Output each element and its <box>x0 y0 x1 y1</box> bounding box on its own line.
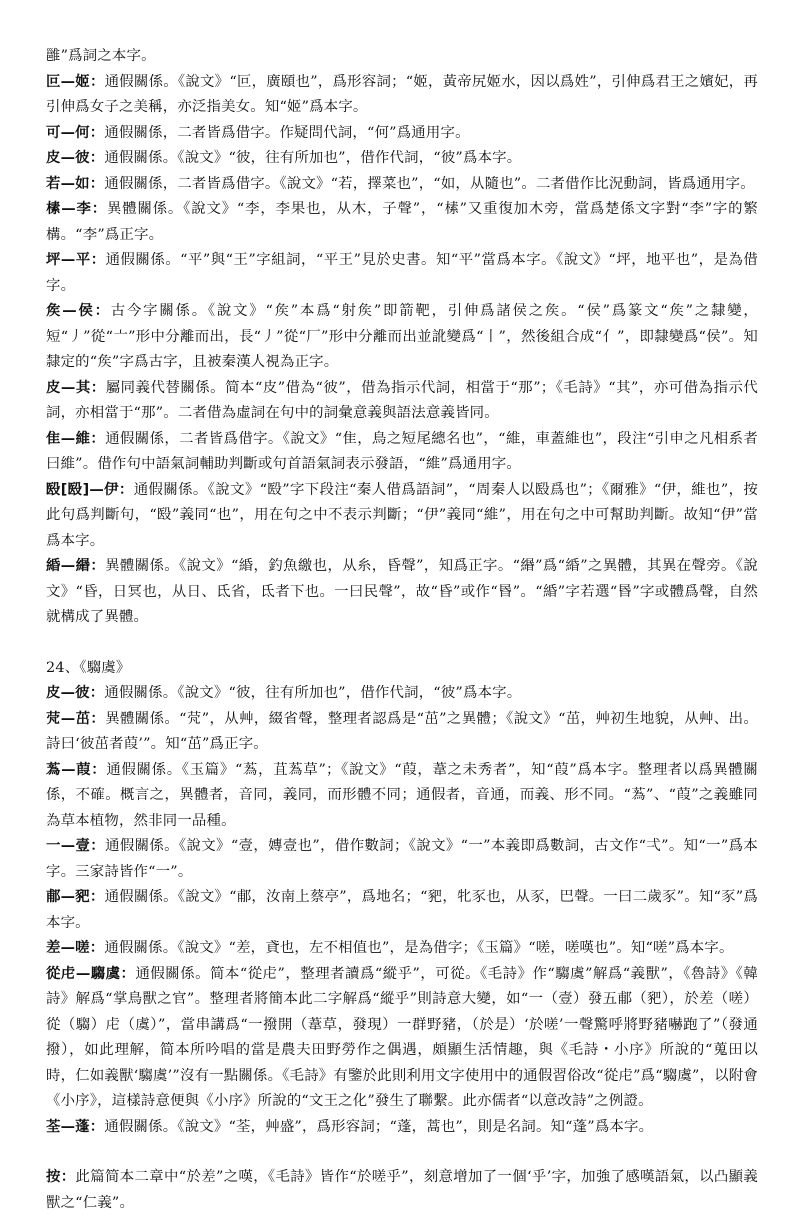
entry-after-6 <box>46 962 758 1115</box>
entry-9 <box>46 427 758 478</box>
entry-text: 通假關係。《說文》“壹，嫥壹也”，借作數詞；《說文》“一”本義即爲數詞，古文作“弌”。知“一”爲本字。三家詩皆作“一”。 <box>46 838 758 880</box>
entry-text: 古今字關係。《說文》“矦”本爲“射矦”即箭靶，引伸爲諸侯之矦。“侯”爲篆文“矦”之隸變，短“丿”從“〦”形中分離而出，長“丿”從“厂”形中分離而出並訛變爲“丨”，然後組合成“亻”，即隸變爲“侯”。知隸定的“矦”字爲古字，且被秦漢人視為正字。 <box>46 303 758 370</box>
entry-after-7 <box>46 1115 758 1141</box>
entry-3 <box>46 146 758 172</box>
entries-after <box>46 681 758 1140</box>
entry-term: 榡—李： <box>46 201 107 217</box>
entry-text: 通假關係，二者皆爲借字。《說文》“若，擇菜也”，“如，从隨也”。二者借作比況動詞，皆爲通用字。 <box>104 175 755 192</box>
entry-text: 通假關係。《說文》“郙，汝南上蔡亭”，爲地名；“豝，牝豕也，从豕，巴聲。一曰二歲豕”。知“豕”爲本字。 <box>46 889 758 931</box>
entry-text: 通假關係。《玉篇》“蒍，苴蒍草”；《說文》“葭，葦之未秀者”，知“葭”爲本字。整理者以爲異體關係，不確。概言之，異體者，音同，義同，而形體不同；通假者，音通，而義、形不同。“蒍”、“葭”之義雖同為草本植物，然非同一品種。 <box>46 761 758 829</box>
entry-2 <box>46 121 758 147</box>
note-text: 此篇简本二章中“於差”之嘆，《毛詩》皆作“於嗟乎”，刻意增加了一個‘乎’字，加強了感嘆語氣，以凸顯義獸之“仁義”。 <box>46 1169 758 1211</box>
entry-term: 從虍—騶虞： <box>46 965 136 982</box>
entry-text: 通假關係。《說文》“叵，廣頤也”，爲形容詞；“姬，黃帝尻姬水，因以爲姓”，引伸爲君王之嬪妃，再引伸爲女子之美稱，亦泛指美女。知“姬”爲本字。 <box>46 73 758 115</box>
entry-term: 皮—其： <box>46 379 106 396</box>
entry-term: 皮—彼： <box>46 685 105 701</box>
entry-text: 通假關係。《說文》“彼，往有所加也”，借作代詞，“彼”爲本字。 <box>104 685 522 701</box>
entry-term: 䒮—茁： <box>46 710 106 727</box>
entry-text: 通假關係。《說文》“殹”字下段注“秦人借爲語詞”，“周秦人以殹爲也”；《爾雅》“伊，維也”，按此句爲判斷句，“殹”義同“也”，用在句之中不表示判斷；“伊”義同“維”，用在句之中可幫助判斷。故知“伊”當爲本字。 <box>46 481 758 549</box>
entry-after-2 <box>46 758 758 835</box>
entry-text: 雝”爲詞之本字。 <box>46 48 156 64</box>
entry-6 <box>46 248 758 299</box>
entry-after-0 <box>46 681 758 707</box>
entry-term: 蒍—葭： <box>46 761 107 778</box>
entry-after-3 <box>46 834 758 885</box>
entry-term: 若—如： <box>46 175 105 192</box>
entry-10 <box>46 478 758 555</box>
entry-term: 隹—維： <box>46 430 106 447</box>
entry-term: 殹[殹]—伊： <box>46 481 134 498</box>
document-page <box>46 44 758 1216</box>
note-term: 按： <box>46 1169 76 1185</box>
entry-0 <box>46 44 758 70</box>
section-spacer <box>46 631 758 656</box>
entry-after-4 <box>46 885 758 936</box>
entry-text: 通假關係，二者皆爲借字。《說文》“隹，鳥之短尾總名也”，“維，車蓋維也”，段注“引申之凡相系者曰維”。借作句中語氣詞輔助判斷或句首語氣詞表示發語，“維”爲通用字。 <box>46 430 758 472</box>
entry-7 <box>46 299 758 376</box>
section-title: 24、《騶虞》 <box>46 659 131 676</box>
entry-term: 坪—平： <box>46 252 106 268</box>
entry-after-1 <box>46 707 758 758</box>
entry-text: 通假關係，二者皆爲借字。作疑問代詞，“何”爲通用字。 <box>104 124 470 141</box>
entry-term: 一—壹： <box>46 838 106 854</box>
entry-term: 可—何： <box>46 124 105 141</box>
entries-before <box>46 44 758 631</box>
entry-term: 緍—緡： <box>46 558 106 574</box>
entry-term: 差—嗟： <box>46 940 105 956</box>
entry-5 <box>46 197 758 248</box>
entry-4 <box>46 172 758 198</box>
entry-text: 異體關係。《說文》“李，李果也，从木，子聲”，“榡”又重復加木旁，當爲楚係文字對“李”字的繁構。“李”爲正字。 <box>46 201 758 243</box>
entry-11 <box>46 554 758 631</box>
entry-text: 通假關係。《說文》“彼，往有所加也”，借作代詞，“彼”爲本字。 <box>104 150 522 166</box>
entry-8 <box>46 376 758 427</box>
note-spacer <box>46 1140 758 1165</box>
entry-text: 通假關係。《說文》“荃，艸盛”，爲形容詞；“蓬，蒿也”，則是名詞。知“蓬”爲本字。 <box>104 1118 654 1135</box>
entry-text: 通假關係。《說文》“差，貣也，左不相值也”，是為借字；《玉篇》“嗟，嗟嘆也”。知“嗟”爲本字。 <box>104 940 734 956</box>
entry-text: 屬同義代替關係。简本“皮”借為“彼”，借為指示代詞，相當于“那”；《毛詩》“其”，亦可借為指示代詞，亦相當于“那”。二者借為虛詞在句中的詞彙意義與語法意義皆同。 <box>46 379 758 421</box>
entry-term: 矦—侯： <box>46 303 111 319</box>
entry-text: 通假關係。简本“從虍”，整理者讀爲“縱乎”，可從。《毛詩》作“騶虞”解爲“義獸”，《魯詩》《韓詩》解爲“掌鳥獸之官”。整理者將簡本此二字解爲“縱乎”則詩意大變，如“一（壹）發五郙（豝），於差（嗟）從（騶）虍（虞）”，當串講爲“一撥開（葦草，發現）一群野豬，（於是）‘於嗟’一聲驚呼將野豬嚇跑了”（發通撥），如此理解，简本所吟唱的當是農夫田野勞作之偶遇，頗顯生活情趣，與《毛詩・小序》所說的“蒐田以時，仁如義獸‘騶虞’”沒有一點關係。《毛詩》有鑒於此則利用文字使用中的通假習俗改“從虍”爲“騶虞”，以附會《小序》，這樣詩意便與《小序》所說的“文王之化”發生了聯繫。此亦儒者“以意改詩”之例證。 <box>46 965 758 1109</box>
entry-term: 皮—彼： <box>46 150 105 166</box>
entry-text: 異體關係。“䒮”，从艸，綴省聲，整理者認爲是“茁”之異體；《說文》“茁，艸初生地貌，从艸、出。詩曰‘彼茁者葭’”。知“茁”爲正字。 <box>46 710 758 752</box>
entry-term: 郙—豝： <box>46 889 105 905</box>
note-paragraph <box>46 1165 758 1216</box>
entry-1 <box>46 70 758 121</box>
entry-text: 異體關係。《說文》“緍，釣魚繳也，从糸，昏聲”，知爲正字。“緡”爲“緍”之異體，其異在聲旁。《說文》“昏，日冥也，从日、氐省，氐者下也。一曰民聲”，故“昏”或作“昬”。“緍”字若選“昬”字或體爲聲，自然就構成了異體。 <box>46 558 758 625</box>
entry-after-5 <box>46 936 758 962</box>
entry-term: 叵—姬： <box>46 73 105 90</box>
entry-term: 荃—蓬： <box>46 1118 105 1135</box>
entry-text: 通假關係。“平”與“王”字組詞，“平王”見於史書。知“平”當爲本字。《說文》“坪，地平也”，是為借字。 <box>46 252 758 294</box>
